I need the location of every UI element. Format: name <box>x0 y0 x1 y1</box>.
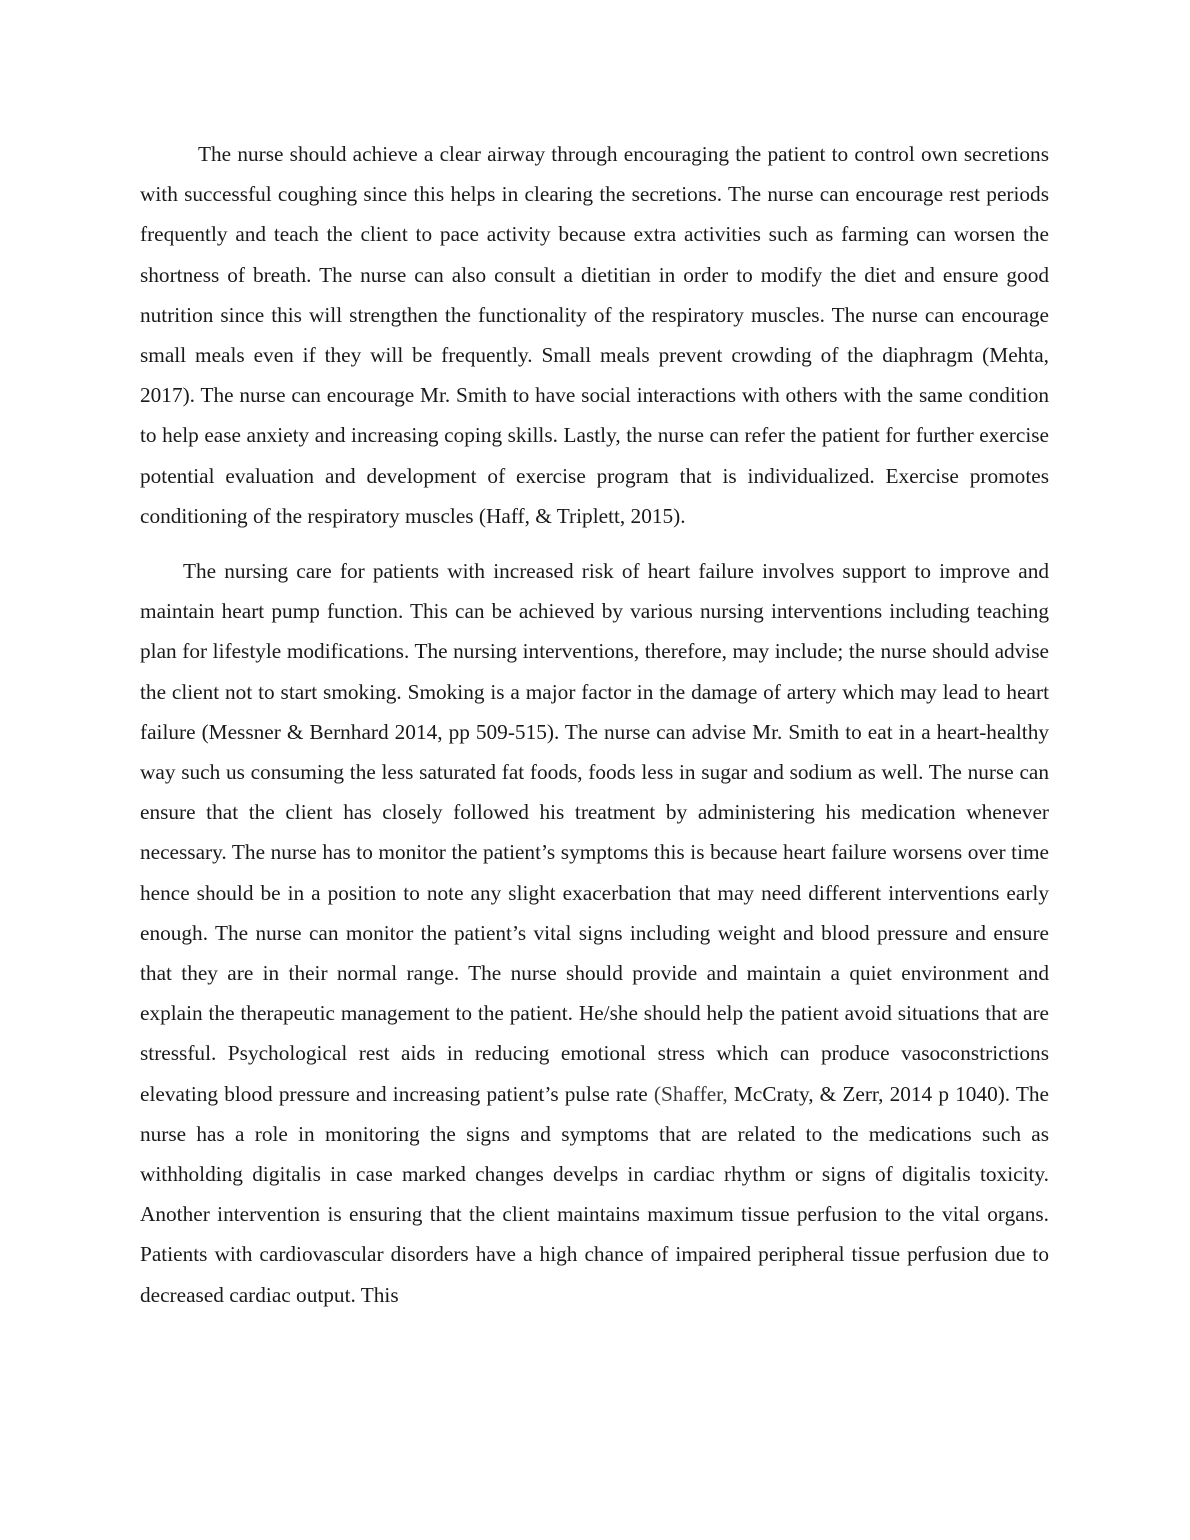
paragraph-text-after-citation: McCraty, & Zerr, 2014 p 1040). The nurse has a role in monitoring the signs and symptoms that are related to the medications such as withholding digitalis in case marked changes develps in cardiac rhythm or signs of digitalis toxicity. Another intervention is ensuring that the client maintains maximum tissue perfusion to the vital organs. Patients with cardiovascular disorders have a high chance of impaired peripheral tissue perfusion due to decreased cardiac output. This <box>140 1081 1049 1307</box>
citation-shaffer: (Shaffer, <box>653 1081 728 1106</box>
document-body <box>140 134 1049 1315</box>
paragraph-airway-interventions: The nurse should achieve a clear airway through encouraging the patient to control own secretions with successful coughing since this helps in clearing the secretions. The nurse can encourage rest periods frequently and teach the client to pace activity because extra activities such as farming can worsen the shortness of breath. The nurse can also consult a dietitian in order to modify the diet and ensure good nutrition since this will strengthen the functionality of the respiratory muscles. The nurse can encourage small meals even if they will be frequently. Small meals prevent crowding of the diaphragm (Mehta, 2017). The nurse can encourage Mr. Smith to have social interactions with others with the same condition to help ease anxiety and increasing coping skills. Lastly, the nurse can refer the patient for further exercise potential evaluation and development of exercise program that is individualized. Exercise promotes conditioning of the respiratory muscles (Haff, & Triplett, 2015). <box>140 142 1049 528</box>
paragraph-text-before-citation: The nursing care for patients with increased risk of heart failure involves support to improve and maintain heart pump function. This can be achieved by various nursing interventions including teaching plan for lifestyle modifications. The nursing interventions, therefore, may include; the nurse should advise the client not to start smoking. Smoking is a major factor in the damage of artery which may lead to heart failure (Messner & Bernhard 2014, pp 509-515). The nurse can advise Mr. Smith to eat in a heart-healthy way such us consuming the less saturated fat foods, foods less in sugar and sodium as well. The nurse can ensure that the client has closely followed his treatment by administering his medication whenever necessary. The nurse has to monitor the patient’s symptoms this is because heart failure worsens over time hence should be in a position to note any slight exacerbation that may need different interventions early enough. The nurse can monitor the patient’s vital signs including weight and blood pressure and ensure that they are in their normal range. The nurse should provide and maintain a quiet environment and explain the therapeutic management to the patient. He/she should help the patient avoid situations that are stressful. Psychological rest aids in reducing emotional stress which can produce vasoconstrictions elevating blood pressure and increasing patient’s pulse rate <box>140 559 1049 1106</box>
paragraph-heart-failure-care <box>140 551 1049 1315</box>
